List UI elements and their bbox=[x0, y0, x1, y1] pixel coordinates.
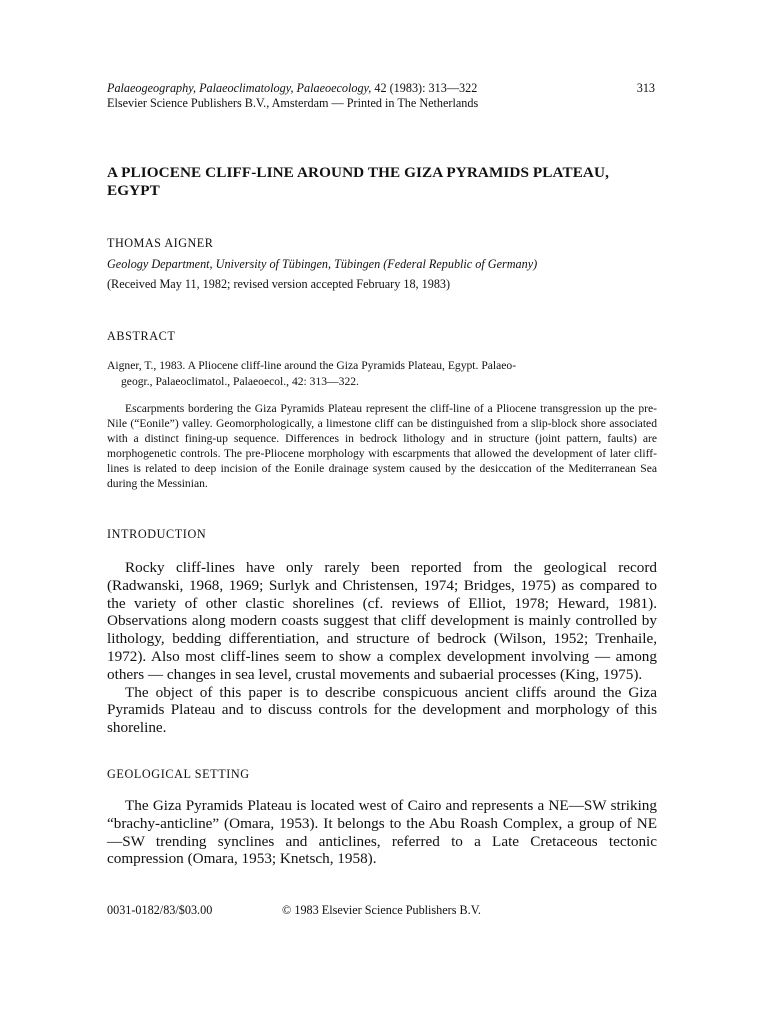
author-affiliation: Geology Department, University of Tübingen, Tübingen (Federal Republic of Germany) bbox=[107, 257, 538, 271]
page-number: 313 bbox=[636, 81, 655, 95]
publisher-line: Elsevier Science Publishers B.V., Amsterdam — Printed in The Netherlands bbox=[107, 96, 479, 110]
abstract-body bbox=[107, 401, 657, 492]
issn-price: 0031-0182/83/$03.00 bbox=[107, 903, 213, 917]
introduction-heading: INTRODUCTION bbox=[107, 527, 207, 541]
abstract-paragraph: Escarpments bordering the Giza Pyramids Plateau represent the cliff-line of a Pliocene transgression up the pre-Nile (“Eonile”) valley. Geomorphologically, a limestone cliff can be distinguished from a slip-block shore associated with a distinct fining-up sequence. Differences in bedrock lithology and in structure (joint pattern, faults) are morphogenetic controls. The pre-Pliocene morphology with escarpments that allowed the development of later cliff-lines is related to deep incision of the Eonile drainage system caused by the desiccation of the Mediterranean Sea during the Messinian. bbox=[107, 402, 657, 491]
journal-name: Palaeogeography, Palaeoclimatology, Palaeoecology, bbox=[107, 81, 372, 95]
geological-setting-paragraph-1: The Giza Pyramids Plateau is located west of Cairo and represents a NE—SW striking “brachy-anticline” (Omara, 1953). It belongs to the Abu Roash Complex, a group of NE—SW trending synclines and anticlines, referred to a Late Cretaceous tectonic compression (Omara, 1953; Knetsch, 1958). bbox=[107, 797, 657, 868]
volume-pages: 42 (1983): 313—322 bbox=[374, 81, 478, 95]
copyright-notice: © 1983 Elsevier Science Publishers B.V. bbox=[282, 903, 481, 917]
citation-line-1: Aigner, T., 1983. A Pliocene cliff-line around the Giza Pyramids Plateau, Egypt. Palaeo- bbox=[107, 359, 517, 372]
author-name: THOMAS AIGNER bbox=[107, 236, 214, 250]
geological-setting-heading: GEOLOGICAL SETTING bbox=[107, 767, 250, 781]
abstract-citation bbox=[107, 358, 657, 389]
journal-header bbox=[107, 81, 657, 96]
citation-line-2: geogr., Palaeoclimatol., Palaeoecol., 42: 313—322. bbox=[121, 374, 359, 388]
introduction-body bbox=[107, 559, 657, 737]
introduction-paragraph-1: Rocky cliff-lines have only rarely been reported from the geological record (Radwanski, 1968, 1969; Surlyk and Christensen, 1974; Bridges, 1975) as compared to the variety of other clastic shorelines (cf. reviews of Elliot, 1978; Heward, 1981). Observations along modern coasts suggest that cliff development is mainly controlled by lithology, bedding differentiation, and structure of bedrock (Wilson, 1952; Trenhaile, 1972). Also most cliff-lines seem to show a complex development involving — among others — changes in sea level, crustal movements and subaerial processes (King, 1975). bbox=[107, 559, 657, 683]
received-dates: (Received May 11, 1982; revised version accepted February 18, 1983) bbox=[107, 277, 451, 291]
abstract-heading: ABSTRACT bbox=[107, 329, 176, 343]
article-title: A PLIOCENE CLIFF-LINE AROUND THE GIZA PYRAMIDS PLATEAU, EGYPT bbox=[107, 164, 609, 199]
introduction-paragraph-2: The object of this paper is to describe conspicuous ancient cliffs around the Giza Pyramids Plateau and to discuss controls for the development and morphology of this shoreline. bbox=[107, 683, 657, 737]
geological-setting-body bbox=[107, 797, 657, 868]
page-footer bbox=[107, 903, 657, 918]
